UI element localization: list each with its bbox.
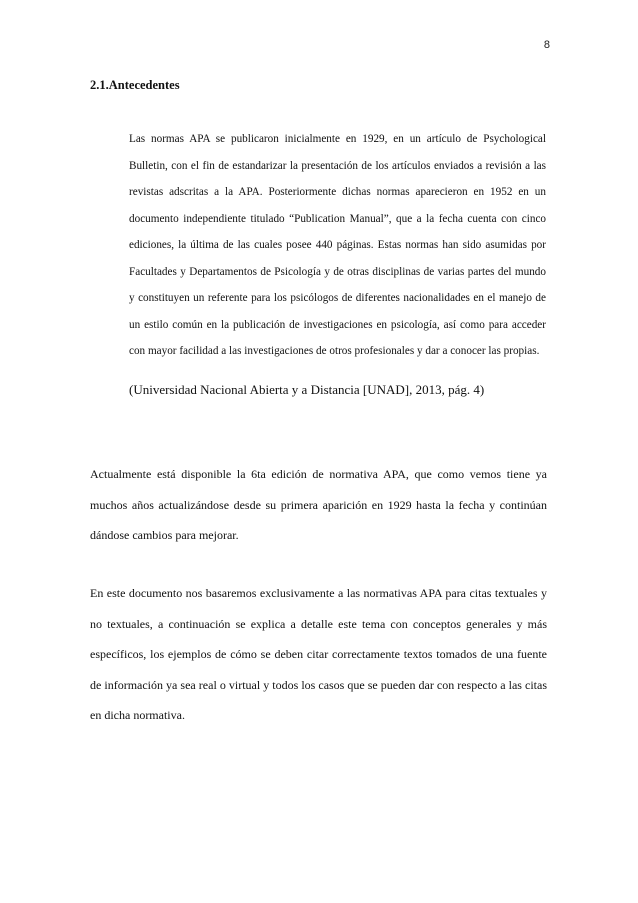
quote-citation: (Universidad Nacional Abierta y a Distancia [UNAD], 2013, pág. 4) xyxy=(129,382,485,397)
block-quote: Las normas APA se publicaron inicialmente en 1929, en un artículo de Psychological Bulletin, con el fin de estandarizar la presentación de los artículos enviados a revisión a las revistas adscritas a la APA. Posteriormente dichas normas aparecieron en 1952 en un documento independiente titulado “Publication Manual”, que a la fecha cuenta con cinco ediciones, la última de las cuales posee 440 páginas. Estas normas han sido asumidas por Facultades y Departamentos de Psicología y de otras disciplinas de varias partes del mundo y constituyen un referente para los psicólogos de diferentes nacionalidades en el manejo de un estilo común en la publicación de investigaciones en psicología, así como para acceder con mayor facilidad a las investigaciones de otros profesionales y dar a conocer las propias. xyxy=(129,133,546,357)
section-heading: 2.1.Antecedentes xyxy=(90,78,180,92)
paragraph-1: Actualmente está disponible la 6ta edición de normativa APA, que como vemos tiene ya muchos años actualizándose desde su primera aparición en 1929 hasta la fecha y continúan dándose cambios para mejorar. xyxy=(90,467,547,542)
paragraph-2: En este documento nos basaremos exclusivamente a las normativas APA para citas textuales y no textuales, a continuación se explica a detalle este tema con conceptos generales y más específicos, los ejemplos de cómo se deben citar correctamente textos tomados de una fuente de información ya sea real o virtual y todos los casos que se pueden dar con respecto a las citas en dicha normativa. xyxy=(90,586,547,722)
page-number: 8 xyxy=(543,39,550,51)
